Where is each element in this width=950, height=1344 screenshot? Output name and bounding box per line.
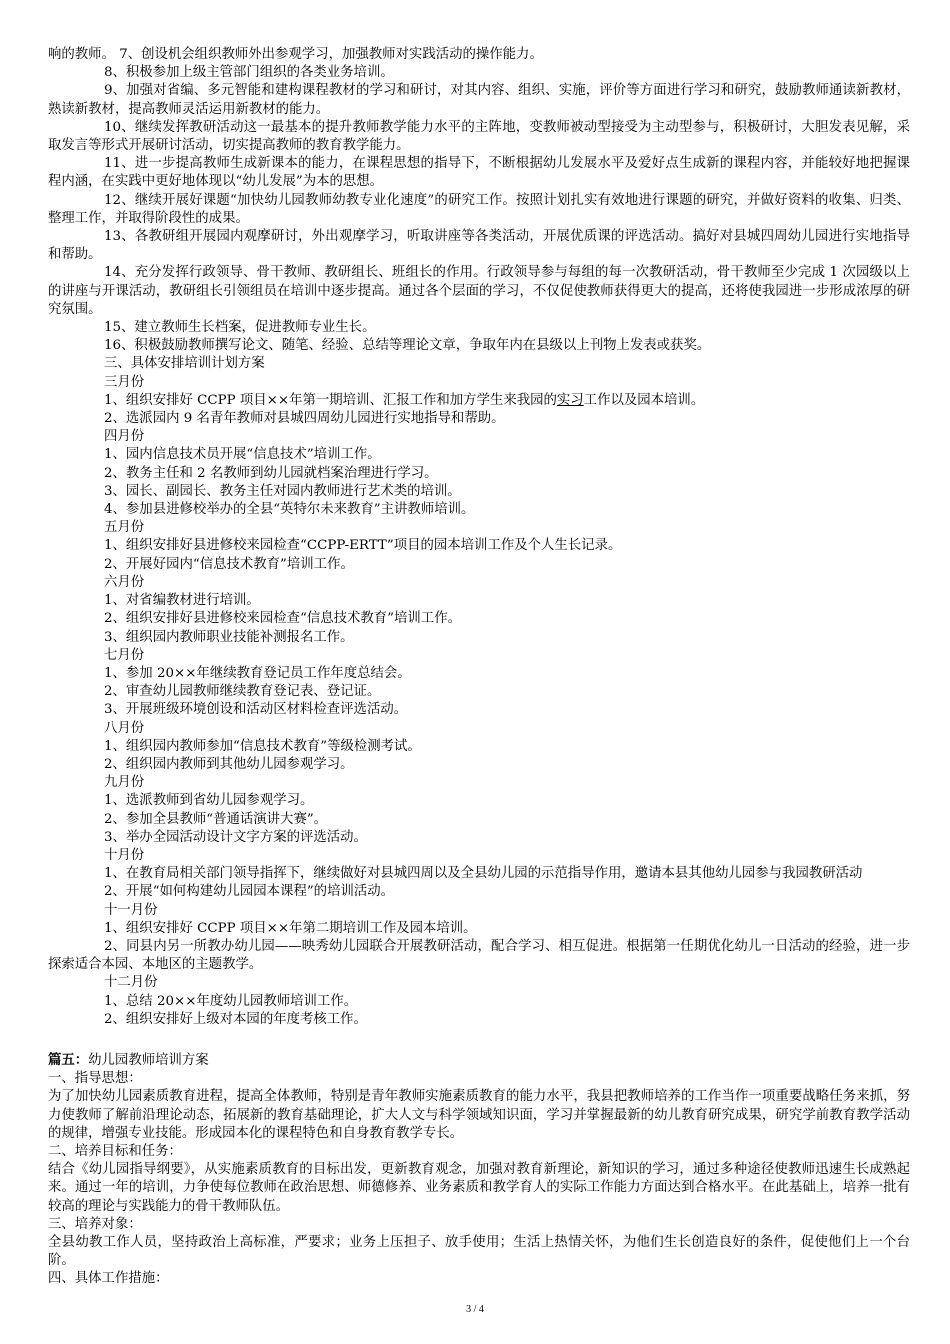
list-item: 4、参加县进修校举办的全县“英特尔未来教育”主讲教师培训。 — [104, 502, 475, 518]
subheading: 一、指导思想： — [48, 1071, 142, 1087]
paragraph: 12、继续开展好课题“加快幼儿园教师幼教专业化速度”的研究工作。按照计划扎实有效地进行课题的研究，并做好资料的收集、归类、整理工作，并取得阶段性的成果。 — [48, 192, 910, 226]
list-item: 3、组织园内教师职业技能补测报名工作。 — [104, 629, 354, 645]
list-item: 1、参加 20××年继续教育登记员工作年度总结会。 — [104, 665, 411, 681]
month-title: 五月份 — [104, 520, 145, 536]
list-item: 2、开展“如何构建幼儿园园本课程”的培训活动。 — [104, 884, 395, 900]
list-item: 1、组织安排好 CCPP 项目××年第二期培训工作及园本培训。 — [104, 920, 477, 936]
paragraph: 15、建立教师生长档案，促进教师专业生长。 — [104, 320, 376, 336]
list-item: 1、选派教师到省幼儿园参观学习。 — [104, 793, 314, 809]
list-item: 2、参加全县教师“普通话演讲大赛”。 — [104, 811, 328, 827]
month-title: 四月份 — [104, 429, 145, 445]
month-schedule — [48, 428, 910, 1029]
text-run: 1、组织安排好 CCPP 项目××年第一期培训、汇报工作和加方学生来我园的 — [104, 392, 557, 408]
month-title: 十一月份 — [104, 902, 158, 918]
paragraph: 16、积极鼓励教师撰写论文、随笔、经验、总结等理论文章，争取年内在县级以上刊物上发表或获奖。 — [104, 338, 711, 354]
list-item: 2、教务主任和 2 名教师到幼儿园就档案治理进行学习。 — [104, 465, 438, 481]
subheading: 三、培养对象： — [48, 1216, 142, 1232]
document-page — [48, 46, 910, 1289]
paragraph: 11、进一步提高教师生成新课本的能力，在课程思想的指导下，不断根据幼儿发展水平及爱好点生成新的课程内容，并能较好地把握课程内涵，在实践中更好地体现以“幼儿发展”为本的思想。 — [48, 156, 910, 190]
underlined-text: 实习 — [556, 392, 584, 408]
month-title: 十月份 — [104, 847, 145, 863]
subheading: 四、具体工作措施： — [48, 1271, 169, 1287]
list-item: 1、总结 20××年度幼儿园教师培训工作。 — [104, 993, 358, 1009]
paragraph: 10、继续发挥教研活动这一最基本的提升教师教学能力水平的主阵地，变教师被动型接受为主动型参与，积极研讨，大胆发表见解，采取发言等形式开展研讨活动，切实提高教师的教育教学能力。 — [48, 119, 910, 154]
month-title: 九月份 — [104, 775, 145, 791]
list-item: 2、组织园内教师到其他幼儿园参观学习。 — [104, 756, 354, 772]
paragraph: 13、各教研组开展园内观摩研讨，外出观摩学习，听取讲座等各类活动，开展优质课的评选活动。搞好对县城四周幼儿园进行实地指导和帮助。 — [48, 229, 910, 263]
list-item: 2、审查幼儿园教师继续教育登记表、登记证。 — [104, 684, 381, 700]
text-run: 工作以及园本培训。 — [583, 392, 705, 408]
paragraph: 9、加强对省编、多元智能和建构课程教材的学习和研讨，对其内容、组织、实施，评价等方面进行学习和研究，鼓励教师通读新教材，熟读新教材，提高教师灵活运用新教材的能力。 — [48, 83, 910, 117]
paragraph: 结合《幼儿园指导纲要》，从实施素质教育的目标出发，更新教育观念，加强对教育新理论，新知识的学习，通过多种途径使教师迅速生长成熟起来。通过一年的培训，力争使每位教师在政治思想、师德修养、业务素质和教学育人的实际工作能力方面达到合格水平。在此基础上，培养一批有较高的理论与实践能力的骨干教师队伍。 — [48, 1162, 910, 1214]
list-item: 3、开展班级环境创设和活动区材料检查评选活动。 — [104, 702, 408, 718]
article-heading — [48, 1051, 910, 1070]
section-heading: 三、具体安排培训计划方案 — [104, 356, 265, 372]
list-item: 3、园长、副园长、教务主任对园内教师进行艺术类的培训。 — [104, 483, 461, 499]
list-item: 3、举办全园活动设计文字方案的评选活动。 — [104, 829, 367, 845]
month-title: 十二月份 — [104, 975, 158, 991]
paragraph: 14、充分发挥行政领导、骨干教师、教研组长、班组长的作用。行政领导参与每组的每一次教研活动，骨干教师至少完成 1 次园级以上的讲座与开课活动，教研组长引领组员在培训中逐步提高。通过各个层面的学习，不仅促使教师获得更大的提高，还将使我园进一步形成浓厚的研究氛围。 — [48, 265, 910, 317]
list-item: 2、组织安排好县进修校来园检查“信息技术教育”培训工作。 — [104, 611, 461, 627]
list-item: 1、组织园内教师参加“信息技术教育”等级检测考试。 — [104, 738, 421, 754]
page-number: 3 / 4 — [466, 1304, 484, 1315]
list-item: 1、对省编教材进行培训。 — [104, 593, 260, 609]
list-item — [48, 392, 910, 410]
paragraph: 8、积极参加上级主管部门组织的各类业务培训。 — [104, 65, 394, 81]
month-title: 三月份 — [104, 374, 145, 390]
month-title: 七月份 — [104, 647, 145, 663]
list-item: 2、选派园内 9 名青年教师对县城四周幼儿园进行实地指导和帮助。 — [104, 411, 505, 427]
heading-title: 幼儿园教师培训方案 — [88, 1052, 209, 1068]
subheading: 二、培养目标和任务： — [48, 1143, 182, 1159]
list-item: 2、同县内另一所教办幼儿园——映秀幼儿园联合开展教研活动，配合学习、相互促进。根据第一任期优化幼儿一日活动的经验，进一步探索适合本园、本地区的主题教学。 — [48, 938, 910, 973]
paragraph: 全县幼教工作人员，坚持政治上高标准，严要求；业务上压担子、放手使用；生活上热情关怀，为他们生长创造良好的条件，促使他们上一个台阶。 — [48, 1235, 910, 1269]
month-title: 六月份 — [104, 574, 145, 590]
paragraph: 为了加快幼儿园素质教育进程，提高全体教师，特别是青年教师实施素质教育的能力水平，我县把教师培养的工作当作一项重要战略任务来抓，努力使教师了解前沿理论动态，拓展新的教育基础理论，扩大人文与科学领域知识面，学习并掌握最新的幼儿教育研究成果，研究学前教育教学活动的规律，增强专业技能。形成园本化的课程特色和自身教育教学专长。 — [48, 1089, 910, 1141]
list-item: 1、在教育局相关部门领导指挥下，继续做好对县城四周以及全县幼儿园的示范指导作用，邀请本县其他幼儿园参与我园教研活动 — [104, 866, 863, 882]
list-item: 1、园内信息技术员开展“信息技术”培训工作。 — [104, 447, 381, 463]
heading-label: 篇五： — [48, 1051, 89, 1068]
month-title: 八月份 — [104, 720, 145, 736]
paragraph: 响的教师。 7、创设机会组织教师外出参观学习，加强教师对实践活动的操作能力。 — [48, 47, 543, 62]
list-item: 2、开展好园内“信息技术教育”培训工作。 — [104, 556, 354, 572]
list-item: 2、组织安排好上级对本园的年度考核工作。 — [104, 1011, 367, 1027]
list-item: 1、组织安排好县进修校来园检查“CCPP-ERTT”项目的园本培训工作及个人生长记录。 — [104, 538, 622, 554]
